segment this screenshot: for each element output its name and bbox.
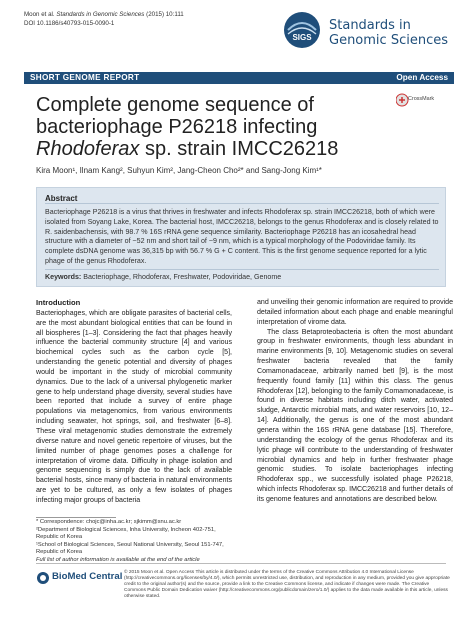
title-line-3: Rhodoferax sp. strain IMCC26218 <box>36 138 339 160</box>
abstract-divider-2 <box>45 269 439 270</box>
correspondence: * Correspondence: chojc@inha.ac.kr; sjkimm@snu.ac.kr <box>36 519 182 525</box>
intro-paragraph-1-cont: and unveiling their genomic information are required to provide detailed information about each phage and enable meaningful interpretation of virome data. <box>257 299 453 326</box>
article-title <box>36 94 366 160</box>
footnotes <box>36 519 232 565</box>
body-column-left <box>36 298 232 506</box>
svg-text:SIGS: SIGS <box>292 33 312 42</box>
sigs-logo-icon <box>282 10 322 50</box>
citation <box>24 10 184 28</box>
article-type-banner <box>24 72 454 84</box>
crossmark-label[interactable]: CrossMark <box>408 96 435 102</box>
citation-authors: Moon et al. <box>24 11 55 18</box>
abstract-text: Bacteriophage P26218 is a virus that thrives in freshwater and infects Rhodoferax sp. strain IMCC26218, both of which were isolated from Soyang Lake, Korea. The bacterial host, IMCC26218, belongs to the genus Rhodoferax and is closely related to R. saidenbachensis, with 98.7 % 16S rRNA gene sequence similarity. Bacteriophage P26218 has an icosahedral head structure with a diameter of ~52 nm and short tail of ~9 nm, which is a typical morphology of the Podoviridae family. Its complete dsDNA genome was 36,315 bp with 56.7 % G + C content. This is the first genome sequence reported for a lytic phage of the genus Rhodoferax. <box>45 208 439 265</box>
doi-link[interactable]: DOI 10.1186/s40793-015-0090-1 <box>24 20 115 27</box>
publisher-name: Standards in Genomic Sciences <box>329 18 448 48</box>
open-access-label: Open Access <box>396 73 448 82</box>
footer-rule <box>36 563 446 564</box>
intro-paragraph-1: Bacteriophages, which are obligate parasites of bacterial cells, are the most abundant biological entities that can be found in all biospheres [1–3]. Considering the fact that phages heavily influence the bacterial community structure [4] and various biochemical cycles such as the carbon cycle [5], understanding the genetic potential and diversity of phages would be important in the study of microbial community dynamics. Due to the lack of a universal phylogenetic marker gene to help understand phage diversity, several studies have been reported that include a survey of entire phage populations via metagenomics, from various environments including seawater, hot springs, soil, and freshwater [6–8]. These viral metagenomic studies demonstrate the extremely diverse nature and novel genetic repertoire of viruses, but the limited number of phage genomes poses a challenge for interpretation of virome data. Difficulty in phage isolation and genome sequencing is simply due to the lack of available bacterial hosts, since many of bacteria in natural environments are yet to be cultured, as only a few isolates of phages infecting major groups of bacteria <box>36 309 232 504</box>
keywords: Keywords: Bacteriophage, Rhodoferax, Freshwater, Podoviridae, Genome <box>45 273 282 281</box>
intro-paragraph-2: The class Betaproteobacteria is often the most abundant group in freshwater environments, though less abundant in marine environments [9, 10]. Metagenomic studies on several freshwater bacteria revealed that the family Comamonadaceae, arbitrarily named betI [9], is the most frequently found family [11] within this class. The genus Rhodoferax [12], belonging to the family Comamonadaceae, is found in diverse habitats including ditch water, activated sludge, Antarctic microbial mats, and water reservoirs [10, 12–14]. Additionally, the genus is one of the most abundant genera within the 16S rRNA gene database [15]. Therefore, understanding the ecology of the genus Rhodoferax and its lytic phage will contribute to the understanding of freshwater microbial dynamics and help in further freshwater phage genomic studies. To isolate bacteriophages infecting Rhodoferax spp., we successfully isolated phage P26218, which infects Rhodoferax sp. IMCC26218 and further details of its genome features and annotations are described below. <box>257 328 453 503</box>
abstract-divider <box>45 203 439 204</box>
section-heading-introduction: Introduction <box>36 298 81 307</box>
article-type-label: SHORT GENOME REPORT <box>30 73 140 82</box>
body-column-right <box>257 298 453 505</box>
citation-volume: (2015) 10:111 <box>146 11 184 18</box>
title-line-1: Complete genome sequence of <box>36 94 314 116</box>
page-header <box>24 10 454 68</box>
abstract-box <box>36 187 446 287</box>
license-text: © 2015 Moon et al. Open Access This article is distributed under the terms of the Creative Commons Attribution 4.0 International License (http://creativecommons.org/licenses/by/4.0/), which permits unrestricted use, distribution, and reproduction in any medium, provided you give appropriate credit to the original author(s) and the source, provide a link to the Creative Commons license, and indicate if changes were made. The Creative Commons Public Domain Dedication waiver (http://creativecommons.org/publicdomain/zero/1.0/) applies to the data made available in this article, unless otherwise stated. <box>124 570 450 600</box>
abstract-heading: Abstract <box>45 194 78 203</box>
publisher-footer-name: BioMed Central <box>52 571 123 582</box>
biomed-central-logo-icon <box>36 571 50 585</box>
footnote-rule <box>36 517 116 518</box>
author-list: Kira Moon¹, Ilnam Kang², Suhyun Kim², Jang-Cheon Cho²* and Sang-Jong Kim¹* <box>36 166 322 175</box>
title-line-2: bacteriophage P26218 infecting <box>36 116 318 138</box>
author-info-note: Full list of author information is available at the end of the article <box>36 556 200 563</box>
affiliation-1: ¹School of Biological Sciences, Seoul National University, Seoul 151-747, Republic of Korea <box>36 541 224 556</box>
citation-journal: Standards in Genomic Sciences <box>56 11 145 18</box>
affiliation-2: ²Department of Biological Sciences, Inha University, Incheon 402-751, Republic of Korea <box>36 526 216 541</box>
